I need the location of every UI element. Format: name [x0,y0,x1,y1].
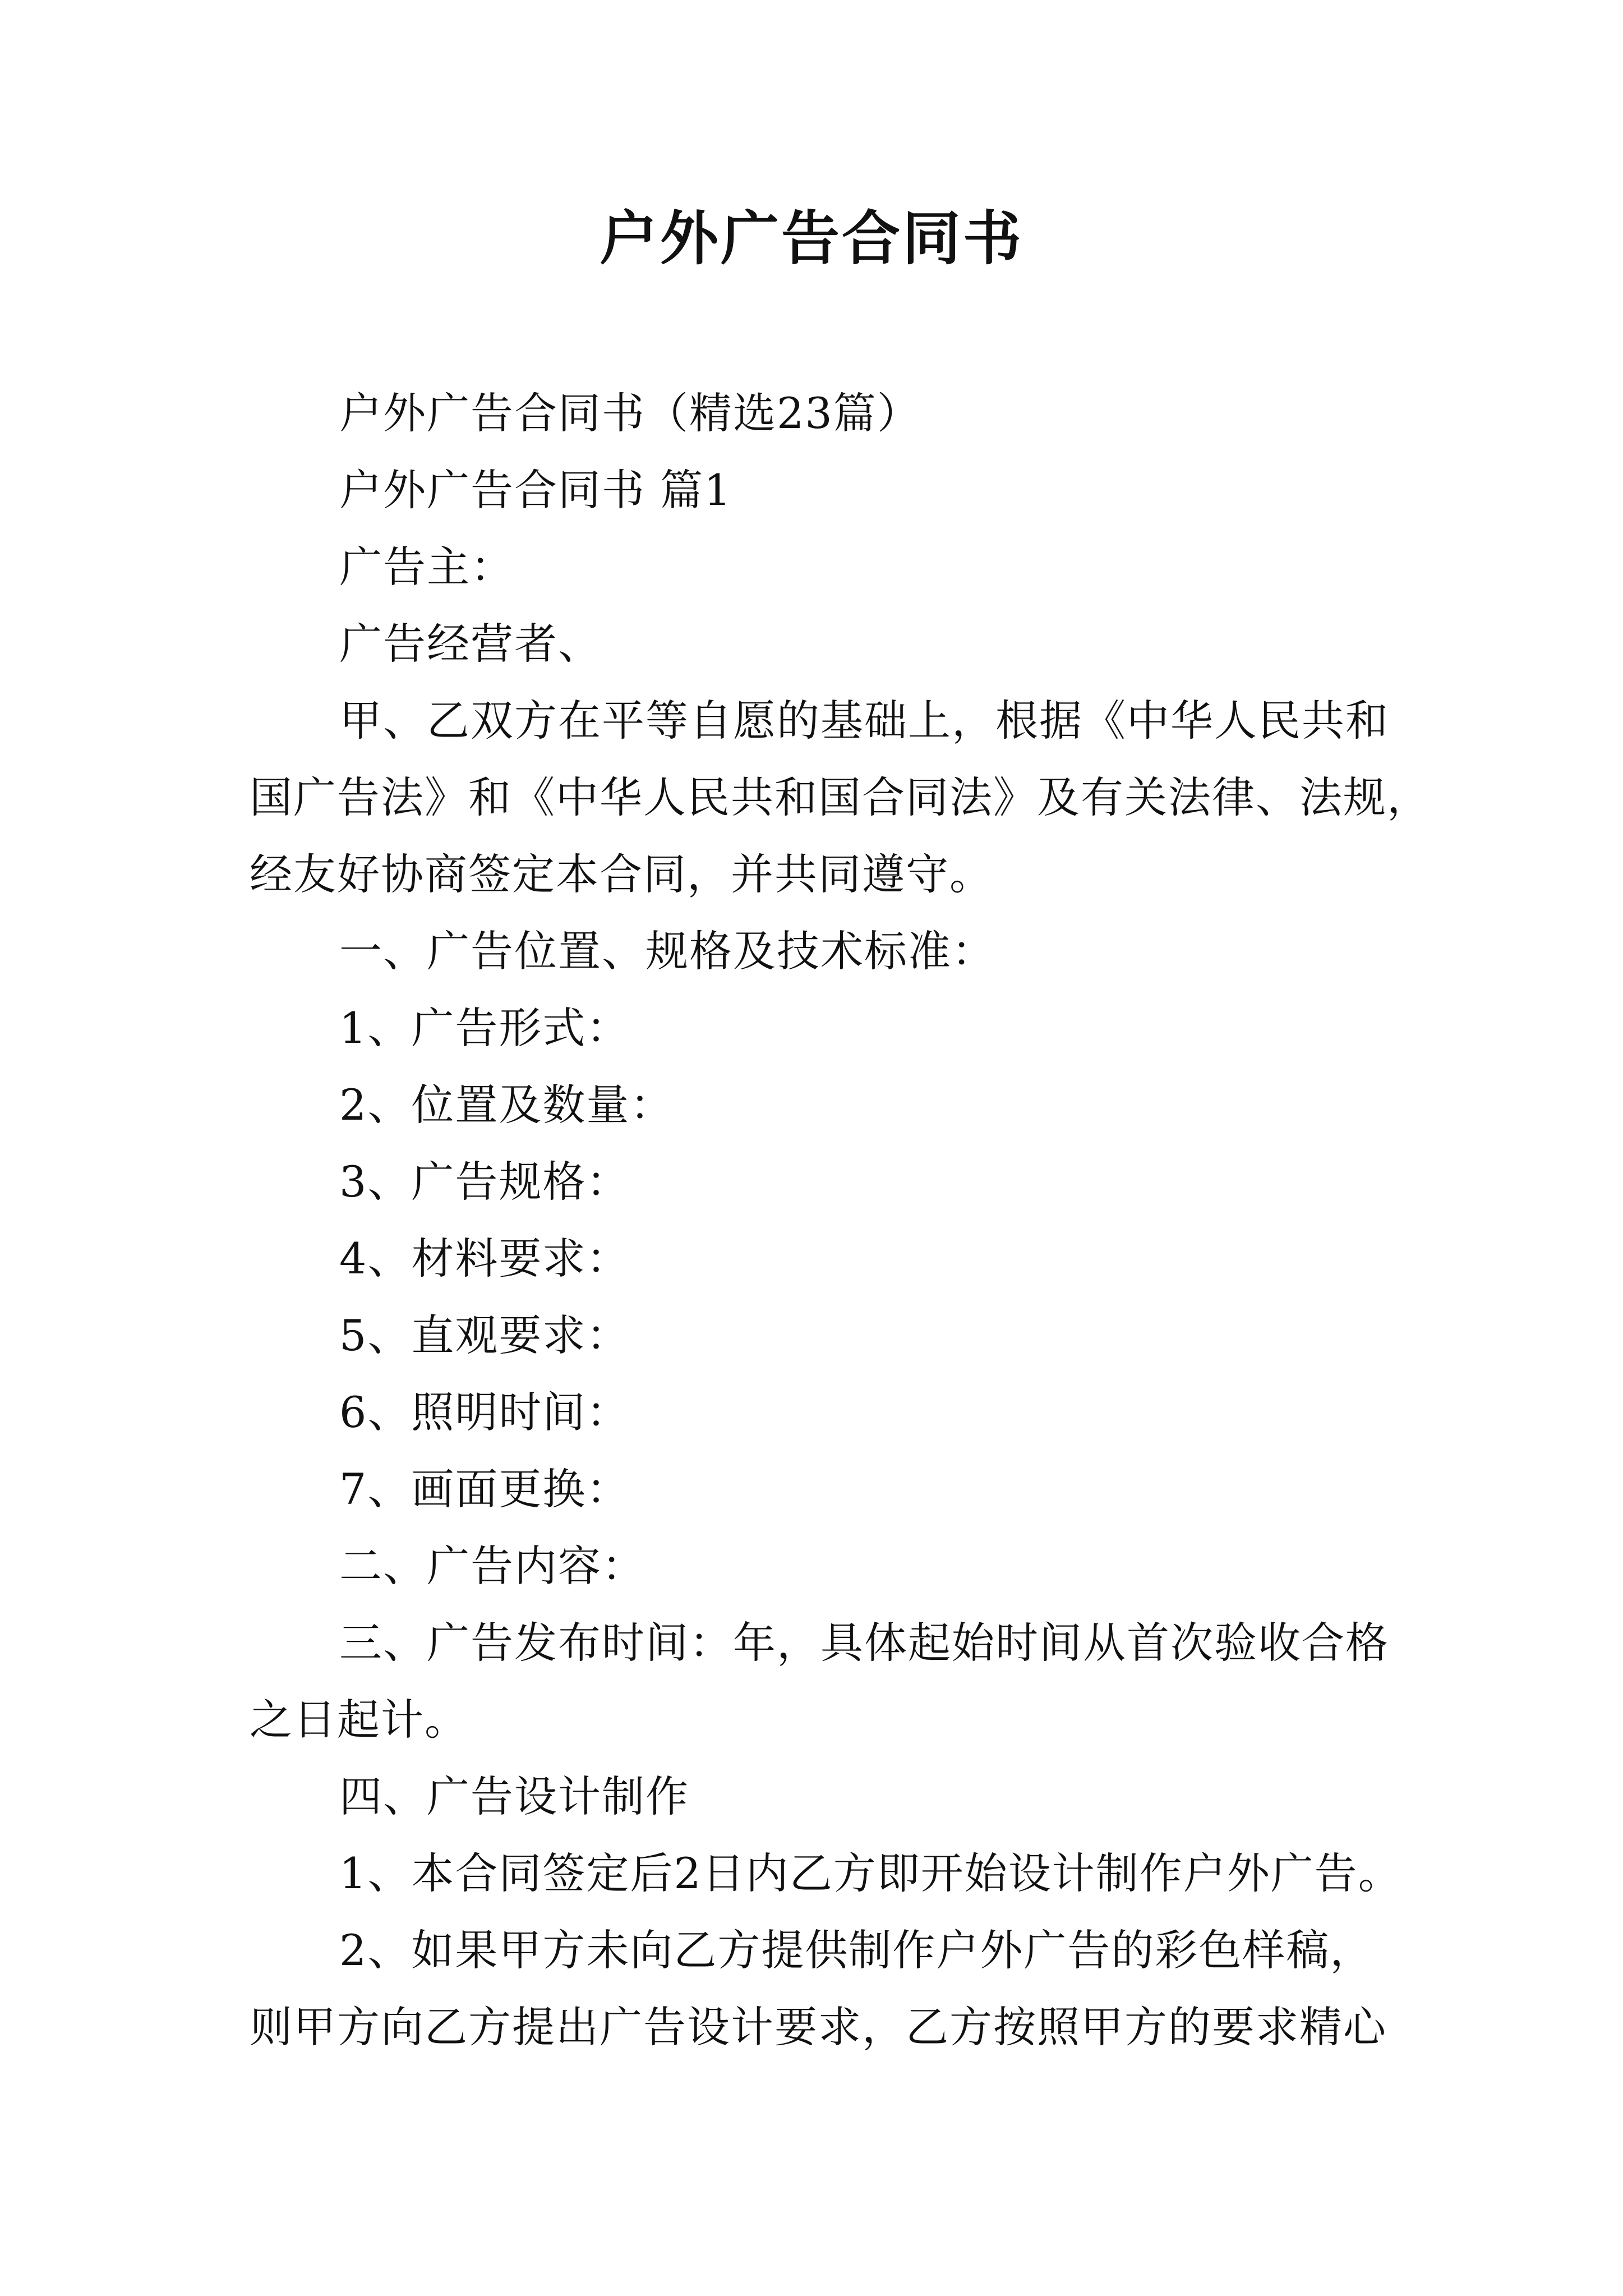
text-line: 户外广告合同书 篇1 [339,465,732,515]
paragraph [250,375,1399,452]
text-line: 国广告法》和《中华人民共和国合同法》及有关法律、法规， [250,772,1431,822]
paragraph [250,1374,1399,1451]
text-line: 6、照明时间： [339,1387,630,1437]
text-line: 1、广告形式： [339,1003,630,1053]
text-line: 广告经营者、 [339,619,602,669]
text-line: 则甲方向乙方提出广告设计要求，乙方按照甲方的要求精心 [250,2002,1387,2052]
paragraph [250,452,1399,528]
paragraph [250,528,1399,605]
paragraph [250,1220,1399,1297]
paragraph [250,605,1399,682]
paragraph [250,1066,1399,1143]
paragraph [250,682,1431,913]
paragraph [250,990,1399,1066]
document-title: 户外广告合同书 [599,204,1023,273]
paragraph [250,1835,1402,1912]
paragraph [250,1912,1399,2065]
text-line: 经友好协商签定本合同，并共同遵守。 [250,849,993,899]
paragraph [250,1604,1399,1758]
paragraph [250,1451,1399,1527]
document-body [250,375,1431,2065]
text-line: 2、位置及数量： [339,1080,674,1130]
text-line: 4、材料要求： [339,1234,630,1283]
paragraph [250,913,1399,990]
text-line: 广告主： [339,542,514,592]
text-line: 7、画面更换： [339,1464,630,1514]
text-line: 一、广告位置、规格及技术标准： [339,926,995,976]
text-line: 5、直观要求： [339,1310,630,1360]
paragraph [250,1758,1399,1835]
text-line: 户外广告合同书（精选23篇） [339,388,921,438]
paragraph [250,1143,1399,1220]
text-line: 四、广告设计制作 [339,1772,689,1821]
text-line: 之日起计。 [250,1695,468,1745]
text-line: 1、本合同签定后2日内乙方即开始设计制作户外广告。 [339,1848,1402,1898]
text-line: 甲、乙双方在平等自愿的基础上，根据《中华人民共和 [339,696,1389,746]
paragraph [250,1527,1399,1604]
text-line: 3、广告规格： [339,1157,630,1207]
text-line: 二、广告内容： [339,1541,645,1591]
text-line: 2、如果甲方未向乙方提供制作户外广告的彩色样稿， [339,1925,1374,1975]
text-line: 三、广告发布时间：年，具体起始时间从首次验收合格 [339,1618,1389,1668]
paragraph [250,1297,1399,1374]
